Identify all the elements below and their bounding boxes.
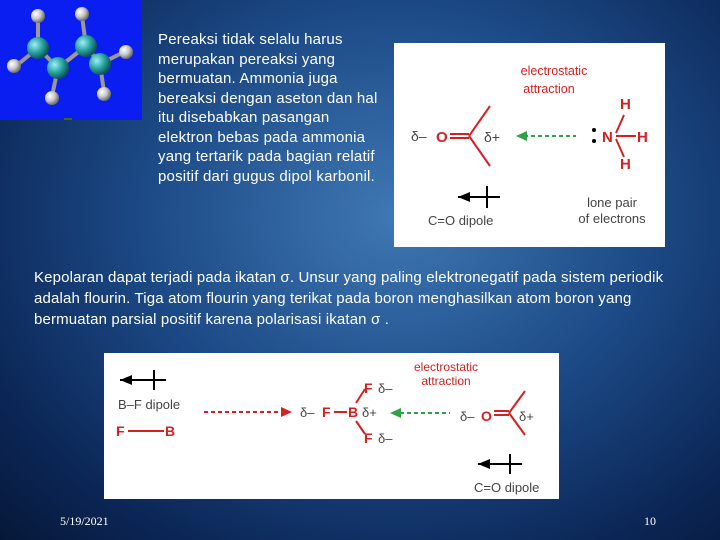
boron-trifluoride-carbonyl-diagram [104,353,559,499]
bf-dipole-arrow-icon [120,370,166,390]
nitrogen-atom: N [602,129,613,146]
hydrogen-bottom: H [620,156,631,173]
red-arrowhead-icon [281,407,292,417]
dipole-label: C=O dipole [428,213,494,228]
green-arrowhead-icon [390,408,401,418]
electrostatic-label-line2: attraction [523,82,575,96]
dipole-arrow-icon [458,186,500,208]
fluorine-mid: F [322,404,331,420]
slide-number: 10 [644,514,656,528]
boron-delta-plus: δ+ [362,405,377,420]
carbon-atom-icon [75,35,97,57]
lone-pair-label-line2: of electrons [578,211,646,226]
electrostatic-label-line1: electrostatic [413,360,479,374]
hydrogen-atom-icon [119,45,133,59]
carbon-atom-icon [47,57,69,79]
boron-left: B [165,423,176,439]
lone-pair-label-line1: lone pair [587,195,637,210]
bf-dipole-label: B–F dipole [118,397,181,412]
paragraph-boron: Kepolaran dapat terjadi pada ikatan σ. Unsur yang paling elektronegatif pada sistem periodik adalah flourin. Tiga atom flourin yang terikat pada boron menghasilkan atom boron yang bermuatan parsial positif karena polarisasi ikatan σ . [34,269,664,328]
oxygen-atom: O [436,129,448,146]
delta-minus-oxygen: δ– [411,128,427,144]
hydrogen-atom-icon [31,9,45,23]
co-dipole-label: C=O dipole [474,480,540,495]
co-dipole-arrow-icon [478,454,522,474]
delta-plus-carbon: δ+ [484,129,500,145]
paragraph-ammonia: Pereaksi tidak selalu harus merupakan pereaksi yang bermuatan. Ammonia juga bereaksi dengan aseton dan hal itu disebabkan pasangan elektron bebas pada ammonia yang tertarik pada bagian relatif positif dari gugus dipol karbonil. [158,31,378,185]
carbon-atom-icon [89,53,111,75]
oxygen-delta-minus: δ– [460,409,475,424]
hydrogen-atom-icon [97,87,111,101]
hydrogen-atom-icon [7,59,21,73]
hydrogen-right: H [637,129,648,146]
electrostatic-label-line1: electrostatic [520,64,588,78]
fluorine-mid-delta: δ– [300,405,315,420]
attraction-arrowhead-icon [516,131,527,141]
hydrogen-top: H [620,96,631,113]
fluorine-left: F [116,423,125,439]
fluorine-bottom-delta: δ– [378,431,393,446]
carbon-delta-plus: δ+ [519,409,534,424]
ammonia-carbonyl-diagram [394,43,665,247]
carbon-atom-icon [27,37,49,59]
fluorine-top-delta: δ– [378,381,393,396]
electrostatic-label-line2: attraction [421,374,471,388]
slide-date: 5/19/2021 [60,514,109,528]
hydrogen-atom-icon [75,7,89,21]
oxygen-atom: O [481,408,492,424]
hydrogen-atom-icon [45,91,59,105]
molecule-model-image [0,0,142,120]
fluorine-bottom: F [364,430,373,446]
boron-atom: B [348,404,359,420]
fluorine-top: F [364,380,373,396]
